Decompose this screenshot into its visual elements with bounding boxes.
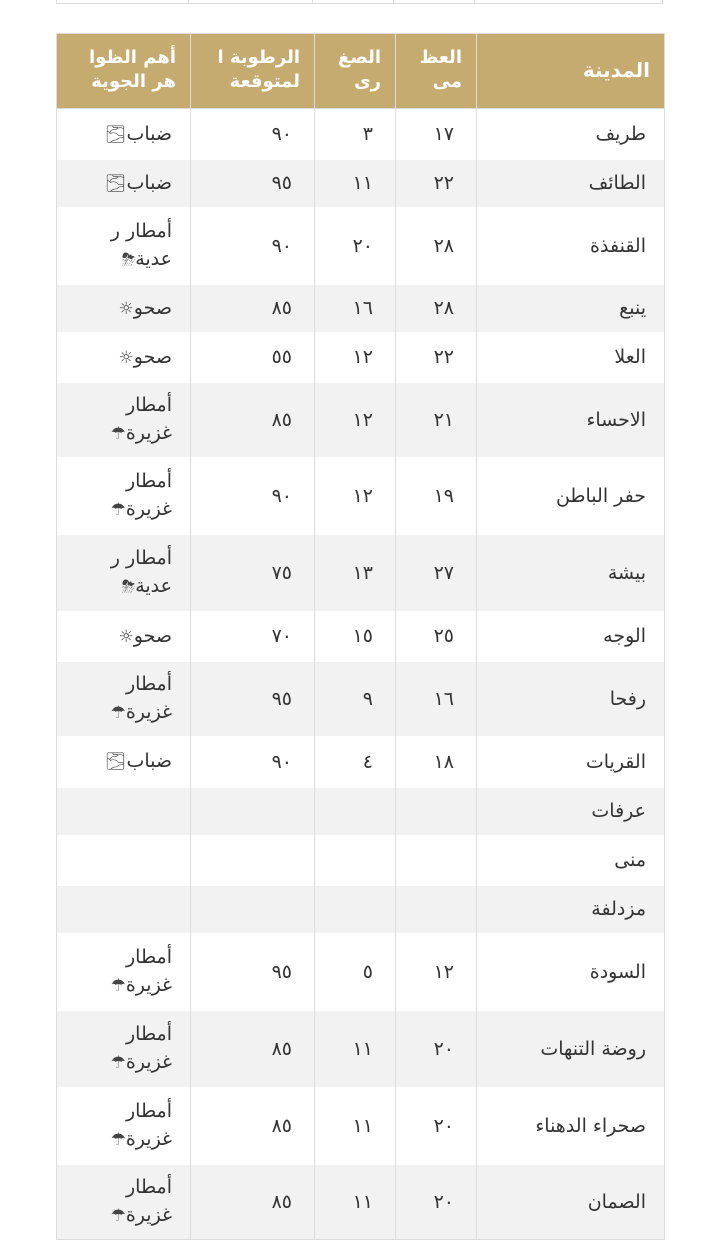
city-cell: منى: [477, 835, 665, 886]
humidity-cell: ٩٠: [191, 109, 315, 160]
heavy-rain-icon: ☂: [110, 1053, 126, 1073]
header-max: العظ مى: [396, 34, 477, 109]
header-city: المدينة: [477, 34, 665, 109]
min-temp-cell: ١١: [315, 1011, 396, 1087]
city-cell: حفر الباطن: [477, 457, 665, 535]
humidity-cell: ٩٠: [191, 207, 315, 285]
heavy-rain-icon: ☂: [110, 1206, 126, 1227]
conditions-text: أمطار غزيرة: [125, 470, 172, 520]
fog-icon: 🌫︎: [104, 173, 127, 194]
conditions-cell: [57, 535, 191, 611]
table-row: [57, 662, 665, 736]
min-temp-cell: ١٦: [315, 285, 396, 332]
conditions-cell: [57, 1165, 191, 1240]
header-humidity: الرطوبة ا لمتوقعة: [191, 34, 315, 109]
heavy-rain-icon: ☂: [110, 703, 126, 723]
max-temp-cell: ٢٨: [396, 285, 477, 332]
city-cell: الاحساء: [477, 383, 665, 457]
humidity-cell: ٧٥: [191, 535, 315, 611]
sun-icon: ☼: [118, 347, 134, 368]
max-temp-cell: ٢٧: [396, 535, 477, 611]
conditions-cell: [57, 332, 191, 383]
table-row: [57, 611, 665, 662]
header-conditions: أهم الظوا هر الجوية: [57, 34, 191, 109]
conditions-value: [102, 169, 172, 198]
conditions-value: [80, 1097, 172, 1154]
fog-icon: 🌫︎: [104, 124, 127, 145]
heavy-rain-icon: ☂: [110, 1130, 126, 1150]
table-row: [57, 1011, 665, 1087]
min-temp-cell: [315, 788, 396, 835]
conditions-cell: [57, 736, 191, 788]
city-cell: السودة: [477, 933, 665, 1011]
conditions-cell: [57, 662, 191, 736]
humidity-cell: [191, 788, 315, 835]
table-header-row: [57, 34, 665, 109]
conditions-cell: [57, 933, 191, 1011]
table-row: [57, 457, 665, 535]
conditions-text: أمطار غزيرة: [125, 1023, 172, 1073]
city-cell: الوجه: [477, 611, 665, 662]
conditions-value: [102, 747, 172, 776]
table-row: [57, 332, 665, 383]
humidity-cell: ٩٥: [191, 160, 315, 207]
conditions-text: صحو: [133, 624, 172, 647]
conditions-cell: [57, 285, 191, 332]
table-row: [57, 933, 665, 1011]
humidity-cell: ٨٥: [191, 1011, 315, 1087]
table-row: [57, 1165, 665, 1240]
conditions-value: [80, 1020, 172, 1077]
humidity-cell: [191, 835, 315, 886]
max-temp-cell: ٢٢: [396, 332, 477, 383]
humidity-cell: ٩٥: [191, 662, 315, 736]
conditions-text: أمطار غزيرة: [125, 394, 172, 444]
table-row: [57, 285, 665, 332]
min-temp-cell: [315, 886, 396, 933]
max-temp-cell: ٢٠: [396, 1087, 477, 1165]
humidity-cell: ٨٥: [191, 285, 315, 332]
min-temp-cell: [315, 835, 396, 886]
min-temp-cell: ١٢: [315, 457, 396, 535]
conditions-cell: [57, 457, 191, 535]
max-temp-cell: ٢١: [396, 383, 477, 457]
conditions-text: أمطار غزيرة: [125, 1176, 172, 1227]
conditions-value: [102, 120, 172, 149]
min-temp-cell: ٩: [315, 662, 396, 736]
max-temp-cell: ١٢: [396, 933, 477, 1011]
conditions-text: ضباب: [126, 750, 172, 772]
conditions-cell: [57, 1011, 191, 1087]
table-row: [57, 886, 665, 933]
city-cell: القريات: [477, 736, 665, 788]
max-temp-cell: ١٧: [396, 109, 477, 160]
humidity-cell: ٩٥: [191, 933, 315, 1011]
city-cell: الصمان: [477, 1165, 665, 1240]
conditions-text: صحو: [133, 345, 172, 368]
conditions-cell: [57, 1087, 191, 1165]
conditions-value: [80, 1173, 172, 1230]
min-temp-cell: ١١: [315, 1165, 396, 1240]
table-row: [57, 109, 665, 160]
conditions-text: ضباب: [126, 171, 172, 194]
city-cell: الطائف: [477, 160, 665, 207]
conditions-cell: [57, 886, 191, 933]
table-row: [57, 535, 665, 611]
table-row: [57, 207, 665, 285]
conditions-cell: [57, 383, 191, 457]
conditions-value: [80, 391, 172, 448]
min-temp-cell: ١١: [315, 160, 396, 207]
conditions-text: صحو: [133, 296, 172, 319]
conditions-text: أمطار غزيرة: [125, 1100, 172, 1150]
city-cell: صحراء الدهناء: [477, 1087, 665, 1165]
table-row: [57, 160, 665, 207]
conditions-cell: [57, 835, 191, 886]
conditions-text: أمطار ر عدية: [110, 547, 172, 597]
min-temp-cell: ١٥: [315, 611, 396, 662]
max-temp-cell: ٢٠: [396, 1011, 477, 1087]
humidity-cell: ٧٠: [191, 611, 315, 662]
conditions-value: [80, 943, 172, 1000]
conditions-value: [116, 343, 172, 372]
previous-table-bottom-edge: [56, 0, 663, 4]
conditions-cell: [57, 611, 191, 662]
thunderstorm-icon: ⛈: [121, 577, 136, 597]
humidity-cell: ٨٥: [191, 1087, 315, 1165]
min-temp-cell: ٤: [315, 736, 396, 788]
heavy-rain-icon: ☂: [110, 500, 126, 520]
max-temp-cell: [396, 835, 477, 886]
max-temp-cell: ١٩: [396, 457, 477, 535]
conditions-text: أمطار غزيرة: [125, 673, 172, 723]
city-cell: طريف: [477, 109, 665, 160]
max-temp-cell: ١٦: [396, 662, 477, 736]
conditions-value: [80, 670, 172, 727]
conditions-value: [80, 467, 172, 524]
min-temp-cell: ٣: [315, 109, 396, 160]
min-temp-cell: ٥: [315, 933, 396, 1011]
conditions-cell: [57, 160, 191, 207]
conditions-value: [80, 544, 172, 601]
conditions-text: ضباب: [126, 122, 172, 145]
table-row: [57, 383, 665, 457]
max-temp-cell: [396, 886, 477, 933]
humidity-cell: ٩٠: [191, 457, 315, 535]
humidity-cell: [191, 886, 315, 933]
city-cell: ينبع: [477, 285, 665, 332]
city-cell: رفحا: [477, 662, 665, 736]
conditions-cell: [57, 788, 191, 835]
conditions-text: أمطار غزيرة: [125, 946, 172, 996]
humidity-cell: ٨٥: [191, 1165, 315, 1240]
min-temp-cell: ١٢: [315, 332, 396, 383]
table-row: [57, 835, 665, 886]
max-temp-cell: ١٨: [396, 736, 477, 788]
city-cell: القنفذة: [477, 207, 665, 285]
conditions-cell: [57, 207, 191, 285]
max-temp-cell: ٢٥: [396, 611, 477, 662]
max-temp-cell: ٢٠: [396, 1165, 477, 1240]
weather-table: [56, 33, 665, 1240]
city-cell: روضة التنهات: [477, 1011, 665, 1087]
table-row: [57, 788, 665, 835]
city-cell: مزدلفة: [477, 886, 665, 933]
max-temp-cell: ٢٢: [396, 160, 477, 207]
sun-icon: ☼: [118, 626, 134, 647]
conditions-value: [116, 294, 172, 323]
city-cell: العلا: [477, 332, 665, 383]
max-temp-cell: ٢٨: [396, 207, 477, 285]
humidity-cell: ٨٥: [191, 383, 315, 457]
sun-icon: ☼: [118, 298, 134, 319]
heavy-rain-icon: ☂: [110, 976, 126, 996]
header-min: الصغ رى: [315, 34, 396, 109]
min-temp-cell: ١١: [315, 1087, 396, 1165]
max-temp-cell: [396, 788, 477, 835]
table-row: [57, 1087, 665, 1165]
fog-icon: 🌫︎: [104, 752, 127, 772]
min-temp-cell: ١٢: [315, 383, 396, 457]
table-row: [57, 736, 665, 788]
conditions-cell: [57, 109, 191, 160]
city-cell: بيشة: [477, 535, 665, 611]
heavy-rain-icon: ☂: [110, 424, 126, 444]
humidity-cell: ٩٠: [191, 736, 315, 788]
humidity-cell: ٥٥: [191, 332, 315, 383]
min-temp-cell: ٢٠: [315, 207, 396, 285]
conditions-text: أمطار ر عدية: [110, 220, 172, 270]
conditions-value: [80, 217, 172, 274]
city-cell: عرفات: [477, 788, 665, 835]
conditions-value: [116, 622, 172, 651]
min-temp-cell: ١٣: [315, 535, 396, 611]
thunderstorm-icon: ⛈: [121, 250, 136, 270]
